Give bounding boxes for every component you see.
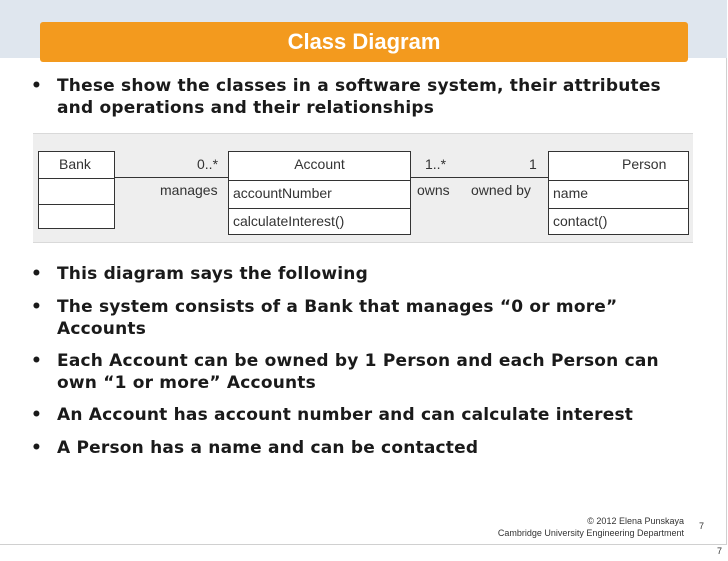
bullet-item: [31, 296, 617, 340]
bullet-line: The system consists of a Bank that manages “0 or more”: [57, 297, 618, 317]
class-operations: [39, 204, 114, 230]
class-attributes: accountNumber: [229, 180, 410, 208]
slide-number: 7: [699, 521, 705, 531]
class-name: Account: [294, 156, 345, 172]
multiplicity-label: 1: [529, 156, 537, 172]
bullet-line: and operations and their relationships: [57, 98, 435, 118]
footer-copyright: © 2012 Elena Punskaya: [587, 516, 684, 526]
class-account: [228, 151, 411, 235]
class-name: Bank: [59, 156, 91, 172]
bullet-dot: •: [31, 297, 43, 317]
role-label-owned-by: owned by: [471, 182, 531, 198]
class-attributes: name: [549, 180, 688, 208]
bullet-intro: [31, 75, 661, 119]
bullet-line: An Account has account number and can calculate interest: [57, 405, 634, 425]
bullet-item: [31, 404, 633, 426]
bullet-line: own “1 or more” Accounts: [57, 373, 316, 393]
footer-department: Cambridge University Engineering Department: [497, 528, 684, 538]
bullet-dot: •: [31, 438, 43, 458]
role-label-owns: owns: [417, 182, 450, 198]
bullet-item: [31, 263, 368, 285]
bullet-dot: •: [31, 264, 43, 284]
bullet-line: Each Account can be owned by 1 Person and each Person can: [57, 351, 659, 371]
multiplicity-label: 0..*: [197, 156, 219, 172]
role-label-manages: manages: [160, 182, 218, 198]
bullet-line: Accounts: [57, 319, 147, 339]
class-bank: [38, 151, 115, 229]
class-name: Person: [622, 156, 667, 172]
page-number: 7: [716, 546, 722, 556]
uml-class-diagram: [33, 133, 693, 243]
bullet-dot: •: [31, 405, 43, 425]
bullet-item: [31, 350, 659, 394]
bullet-line: This diagram says the following: [57, 264, 368, 284]
bullet-line: These show the classes in a software system, their attributes: [57, 76, 661, 96]
class-operations: contact(): [549, 208, 688, 236]
multiplicity-label: 1..*: [425, 156, 447, 172]
bullet-item: [31, 437, 478, 459]
slide-title: Class Diagram: [287, 29, 441, 54]
class-person: [548, 151, 689, 235]
bullet-dot: •: [31, 76, 43, 96]
association-line-bank-account: [115, 177, 228, 178]
class-operations: calculateInterest(): [229, 208, 410, 236]
bullet-line: A Person has a name and can be contacted: [57, 438, 479, 458]
association-line-account-person: [411, 177, 548, 178]
bullet-dot: •: [31, 351, 43, 371]
class-attributes: [39, 178, 114, 204]
